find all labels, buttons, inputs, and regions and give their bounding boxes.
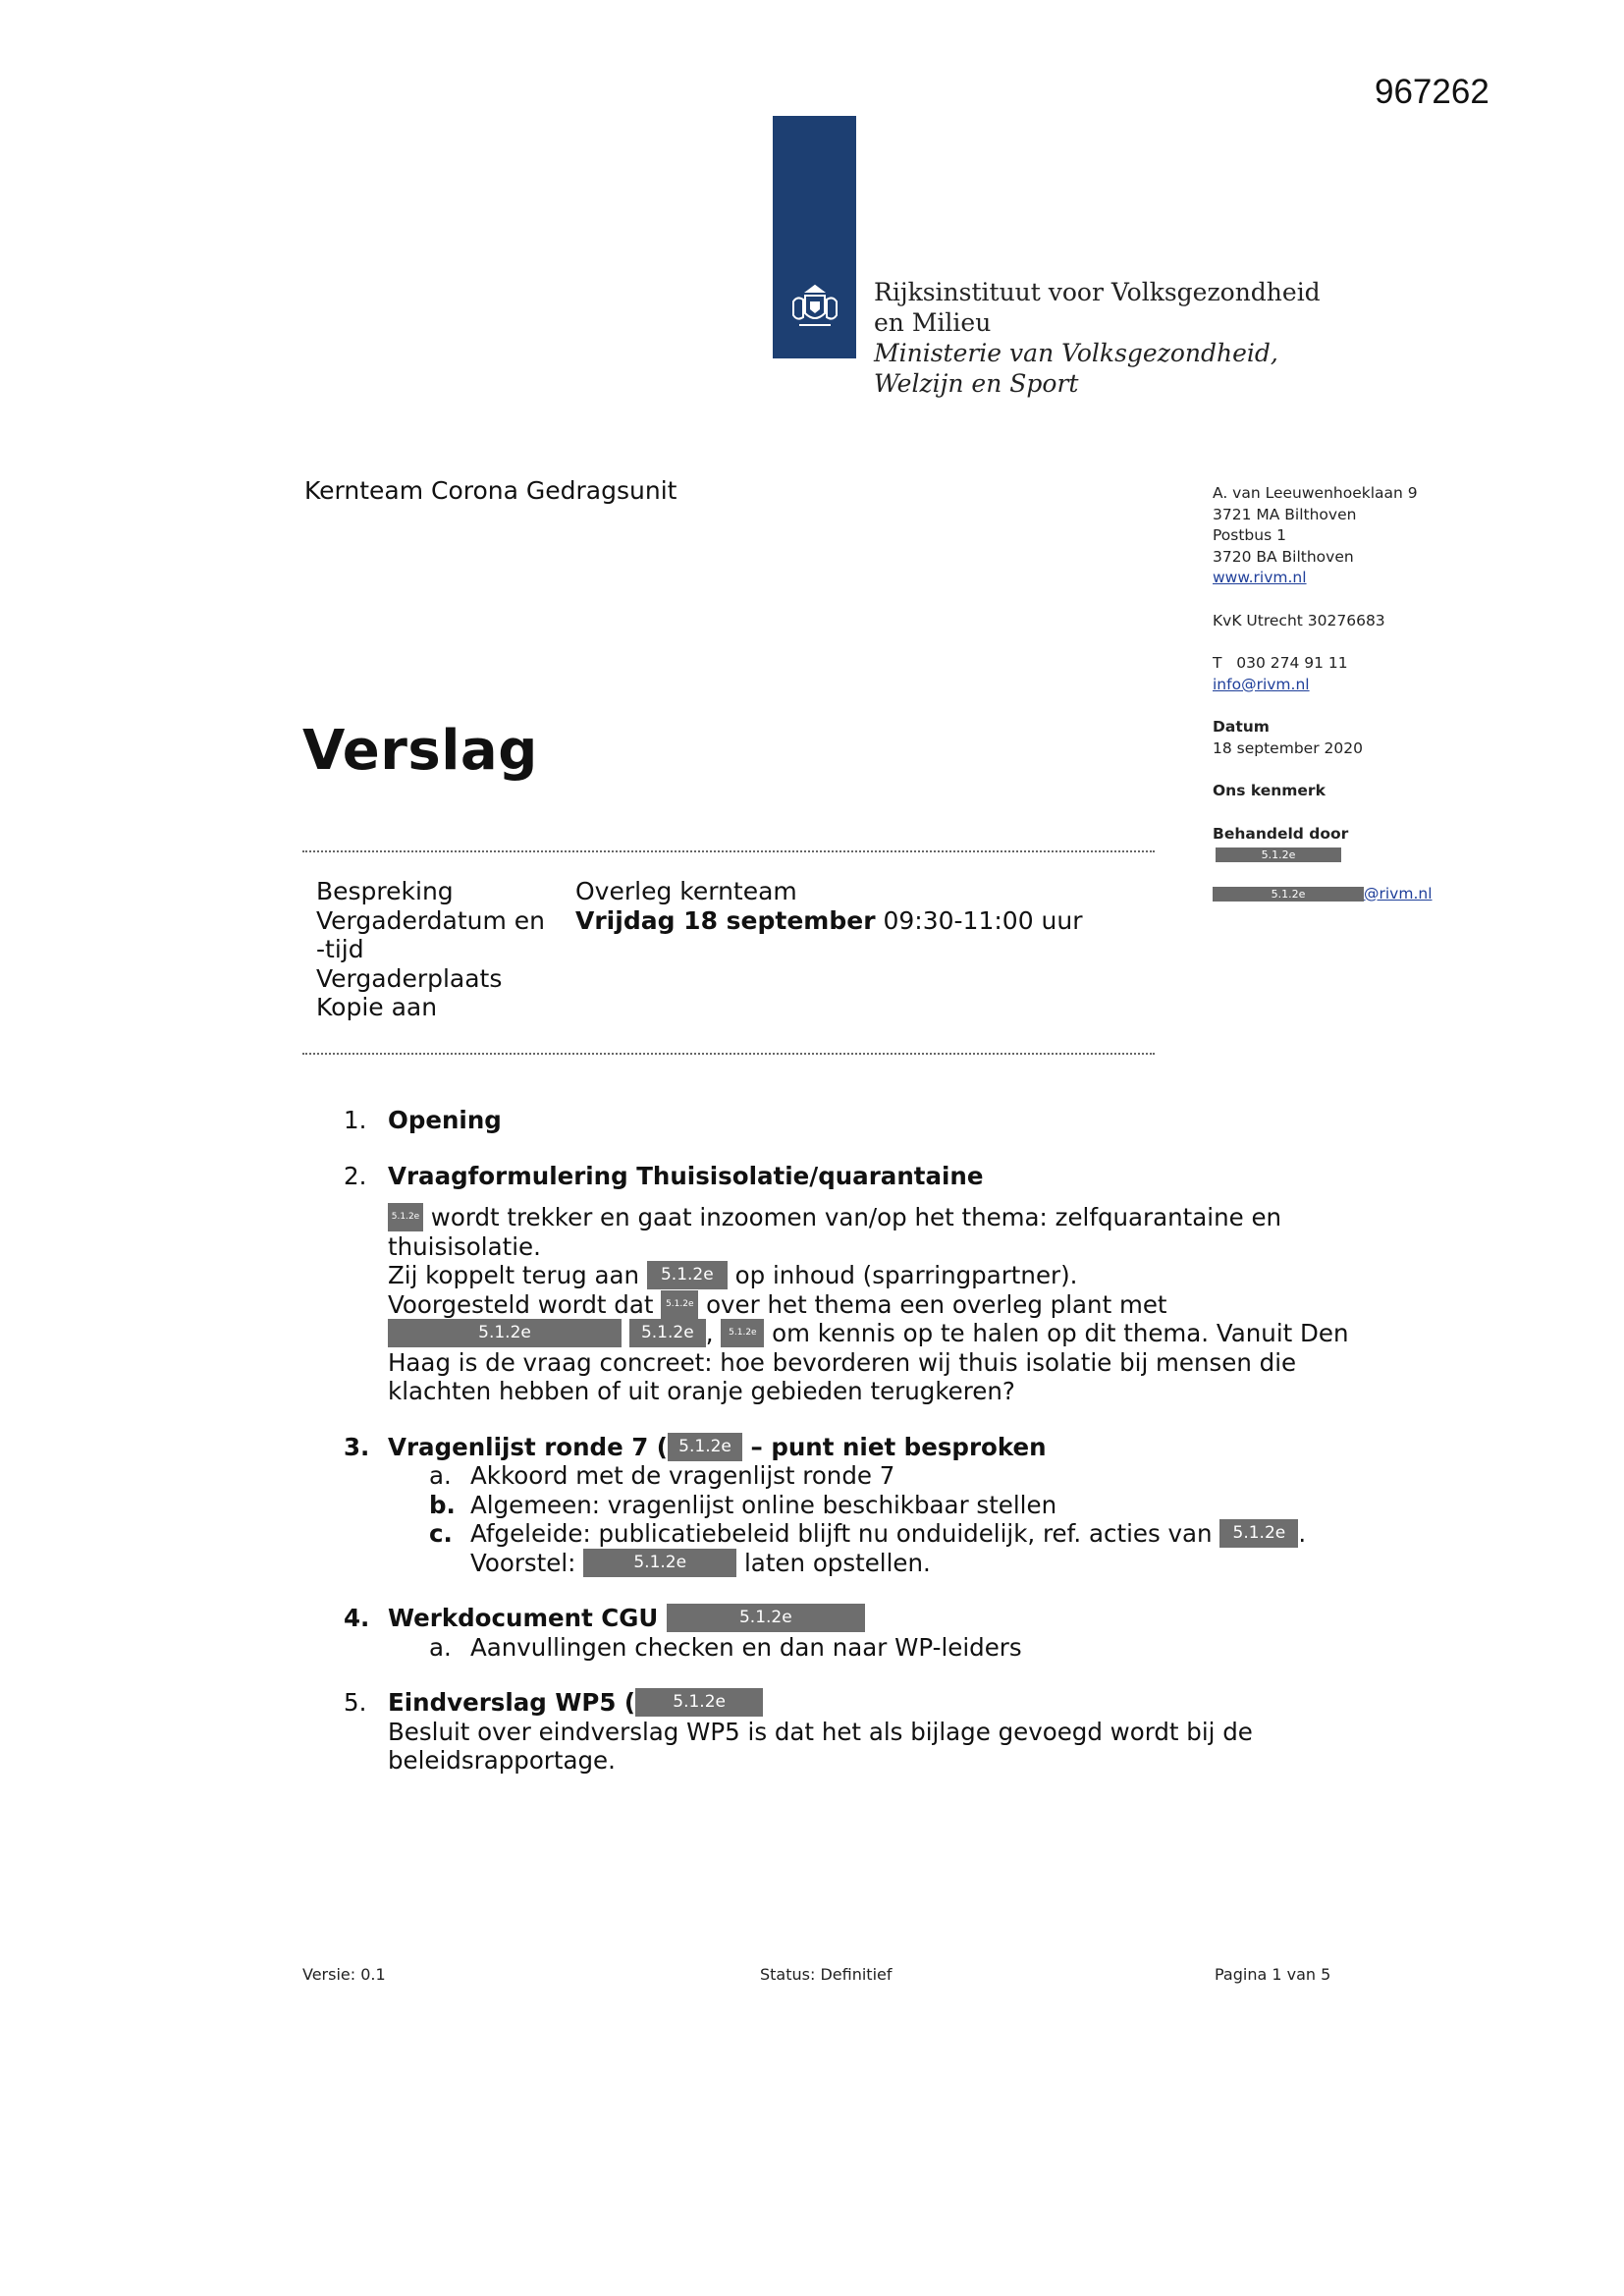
footer-status: Status: Definitief (760, 1965, 893, 1984)
address-postbus: Postbus 1 (1213, 526, 1286, 544)
redaction-block: 5.1.2e (629, 1319, 706, 1347)
kvk-number: KvK Utrecht 30276683 (1213, 611, 1385, 629)
sub-text: Akkoord met de vragenlijst ronde 7 (470, 1461, 895, 1490)
item-number: 2. (344, 1161, 367, 1190)
sub-text: laten opstellen. (744, 1548, 931, 1577)
redaction-block: 5.1.2e (635, 1688, 763, 1717)
title-text: Werkdocument CGU (388, 1604, 667, 1632)
org-line-4: Welzijn en Sport (874, 369, 1079, 398)
datum-value-bold: Vrijdag 18 september (575, 905, 876, 935)
paragraph-text: , (705, 1319, 722, 1347)
agenda-item (344, 1106, 1384, 1135)
sub-text: Aanvullingen checken en dan naar WP-leiders (470, 1632, 1022, 1662)
address-city: 3721 MA Bilthoven (1213, 505, 1357, 523)
kenmerk-label: Ons kenmerk (1213, 782, 1326, 799)
agenda-item (344, 1604, 1384, 1662)
paragraph-text: Voorgesteld wordt dat (388, 1289, 662, 1319)
address-street: A. van Leeuwenhoeklaan 9 (1213, 484, 1418, 502)
redaction-block: 5.1.2e (388, 1203, 423, 1231)
datum-value: 18 september 2020 (1213, 738, 1363, 757)
unit-name: Kernteam Corona Gedragsunit (304, 476, 677, 505)
item-paragraph (388, 1203, 1384, 1406)
contact-column (1213, 483, 1507, 904)
agenda-item (344, 1162, 1384, 1406)
paragraph-text: om kennis op te halen op dit thema. Vanuit Den Haag is de vraag concreet: hoe bevorderen wij thuis isolatie bij mensen die klachten hebben of uit oranje gebieden terugkeren? (388, 1319, 1349, 1405)
paragraph-text: Zij koppelt terug aan (388, 1261, 647, 1289)
sub-item (429, 1519, 1384, 1577)
datum-label-line2: -tijd (316, 935, 364, 963)
redaction-block: 5.1.2e (583, 1549, 736, 1577)
sub-letter: c. (429, 1519, 453, 1548)
sub-letter: a. (429, 1461, 452, 1490)
redaction-block: 5.1.2e (668, 1433, 742, 1461)
redaction-block: 5.1.2e (667, 1604, 865, 1632)
divider (302, 1053, 1155, 1055)
phone-number: T 030 274 91 11 (1213, 654, 1348, 672)
sub-text: Algemeen: vragenlijst online beschikbaar stellen (470, 1490, 1057, 1519)
redaction-block: 5.1.2e (661, 1290, 698, 1319)
footer-version: Versie: 0.1 (302, 1965, 386, 1984)
item-number: 3. (344, 1432, 370, 1461)
paragraph-text: wordt trekker en gaat inzoomen van/op het thema: zelfquarantaine en thuisisolatie. (388, 1203, 1282, 1261)
redaction-block: 5.1.2e (1213, 887, 1364, 902)
datum-value-time: 09:30-11:00 uur (875, 905, 1083, 935)
title-text: Vragenlijst ronde 7 ( (388, 1432, 669, 1461)
item-title (388, 1604, 1384, 1633)
plaats-label: Vergaderplaats (316, 963, 503, 993)
datum-label: Datum (1213, 718, 1270, 736)
item-title (388, 1688, 1384, 1718)
page-title: Verslag (302, 719, 538, 783)
sub-text: . (1298, 1519, 1307, 1548)
agenda-item (344, 1433, 1384, 1578)
org-line-1: Rijksinstituut voor Volksgezondheid (874, 278, 1321, 306)
sub-text: Voorstel: (470, 1548, 584, 1577)
address-postbus-city: 3720 BA Bilthoven (1213, 547, 1354, 566)
sub-item (429, 1633, 1384, 1663)
org-line-3: Ministerie van Volksgezondheid, (874, 339, 1278, 367)
meta-labels (316, 877, 545, 1022)
redaction-block: 5.1.2e (721, 1319, 764, 1347)
item-number: 4. (344, 1604, 370, 1632)
datum-value-line (575, 906, 1083, 936)
behandeld-label: Behandeld door (1213, 824, 1349, 843)
item-title: Opening (388, 1106, 502, 1134)
organisation-name (874, 277, 1321, 399)
item-number: 1. (344, 1106, 367, 1134)
bespreking-value: Overleg kernteam (575, 877, 797, 905)
crest-icon (773, 265, 856, 349)
item-title (388, 1433, 1384, 1462)
sub-item (429, 1461, 1384, 1491)
paragraph-text: over het thema een overleg plant met (698, 1289, 1167, 1319)
redaction-block: 5.1.2e (388, 1319, 622, 1347)
website-link[interactable]: www.rivm.nl (1213, 569, 1307, 586)
bespreking-label: Bespreking (316, 877, 454, 905)
sub-item (429, 1491, 1384, 1520)
sub-letter: a. (429, 1632, 452, 1662)
agenda-item (344, 1688, 1384, 1776)
paragraph-text: op inhoud (sparringpartner). (727, 1261, 1078, 1289)
redaction-block: 5.1.2e (647, 1261, 728, 1289)
sub-text: Afgeleide: publicatiebeleid blijft nu onduidelijk, ref. acties van (470, 1519, 1220, 1548)
sub-letter: b. (429, 1490, 456, 1519)
item-title: Vraagformulering Thuisisolatie/quarantaine (388, 1161, 984, 1190)
item-number: 5. (344, 1688, 367, 1717)
email-link[interactable]: info@rivm.nl (1213, 675, 1310, 693)
datum-label-line1: Vergaderdatum en (316, 905, 546, 935)
footer-page: Pagina 1 van 5 (1215, 1965, 1331, 1984)
title-text: Eindverslag WP5 ( (388, 1688, 636, 1717)
divider (302, 850, 1155, 852)
document-number: 967262 (1375, 73, 1489, 111)
redaction-block: 5.1.2e (1219, 1519, 1298, 1548)
redaction-block: 5.1.2e (1216, 847, 1341, 862)
item-paragraph: Besluit over eindverslag WP5 is dat het als bijlage gevoegd wordt bij de beleidsrapportage. (388, 1717, 1253, 1775)
title-text: – punt niet besproken (742, 1432, 1047, 1461)
email-suffix: @rivm.nl (1364, 884, 1433, 902)
meta-values (575, 877, 1083, 935)
agenda-list (344, 1106, 1384, 1802)
org-line-2: en Milieu (874, 308, 992, 337)
kopie-label: Kopie aan (316, 993, 438, 1021)
